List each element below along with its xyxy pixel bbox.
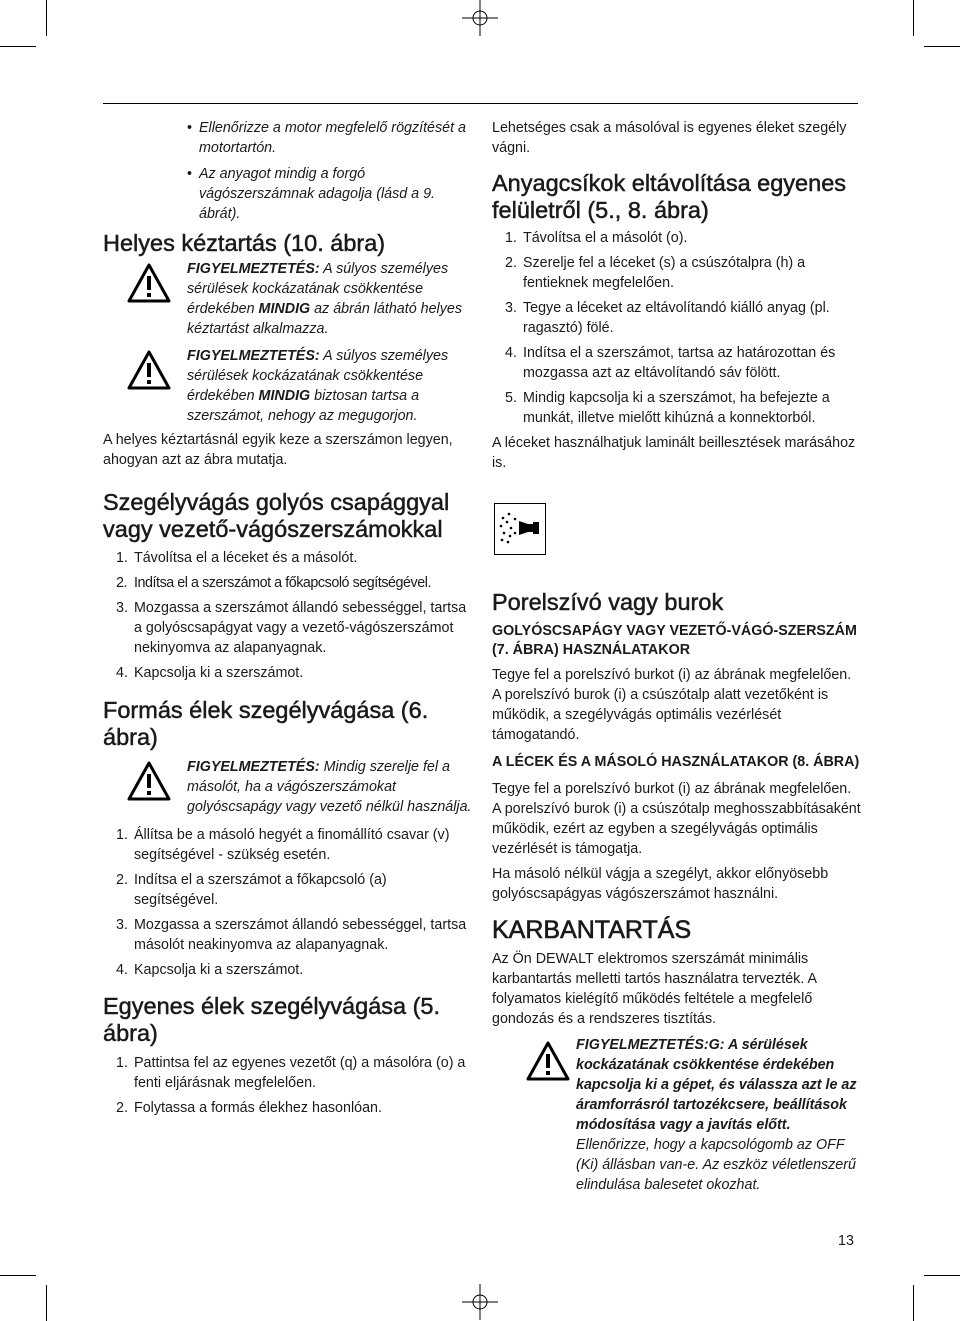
registration-mark [462, 0, 498, 40]
warning-block [103, 757, 473, 817]
subheading: GOLYÓSCSAPÁGY VAGY VEZETŐ-VÁGÓ-SZERSZÁM (7. ÁBRA) HASZNÁLATAKOR [492, 623, 857, 658]
header-rule [103, 103, 858, 104]
step-item: 3. Tegye a léceket az eltávolítandó kiálló anyag (pl. ragasztó) fölé. [505, 300, 830, 336]
warning-triangle-icon [127, 761, 171, 801]
section-heading-strip-removal: Anyagcsíkok eltávolítása egyenes felületről (5., 8. ábra) [492, 170, 847, 223]
warning-block [492, 1035, 862, 1195]
step-item: 1. Távolítsa el a másolót (o). [505, 230, 688, 246]
step-item: 3. Mozgassa a szerszámot állandó sebességgel, tartsa a golyóscsapágyat vagy a vezető-vágószerszámot nekinyomva az alapanyagnak. [116, 600, 467, 656]
left-column [103, 118, 473, 1123]
step-list [103, 825, 473, 980]
crop-mark [46, 0, 47, 36]
section-heading-straight-edges: Egyenes élek szegélyvágása (5. ábra) [103, 993, 441, 1046]
bullet-item: • Az anyagot mindig a forgó vágószerszámnak adagolja (lásd a 9. ábrát). [187, 164, 473, 224]
crop-mark [913, 1285, 914, 1321]
warning-triangle-icon [127, 350, 171, 390]
paragraph: A helyes kéztartásnál egyik keze a szerszámon legyen, ahogyan azt az ábra mutatja. [103, 432, 453, 468]
step-item: 1. Pattintsa fel az egyenes vezetőt (q) a másolóra (o) a fenti eljárásnak megfelelően. [116, 1055, 466, 1091]
paragraph: Tegye fel a porelszívó burkot (i) az ábrának megfelelően. A porelszívó burok (i) a csúszótalp alatt vezetőként is működik, a szegélyvágás optimális vezérlését támogatandó. [492, 667, 852, 743]
step-item: 2. Folytassa a formás élekhez hasonlóan. [116, 1100, 382, 1116]
paragraph: Lehetséges csak a másolóval is egyenes éleket szegély vágni. [492, 120, 847, 156]
paragraph: Tegye fel a porelszívó burkot (i) az ábrának megfelelően. A porelszívó burok (i) a csúszótalp meghosszabbításaként működik, ezért az egyben a szegélyvágás optimális vezérlését is támogatja. [492, 781, 861, 857]
step-list [103, 548, 473, 683]
page-number: 13 [838, 1233, 854, 1249]
step-item: 2. Szerelje fel a léceket (s) a csúszótalpra (h) a fentieknek megfelelően. [505, 255, 806, 291]
step-item: 4. Kapcsolja ki a szerszámot. [116, 665, 304, 681]
warning-block [103, 346, 473, 426]
section-heading-edge-trimming: Szegélyvágás golyós csapággyal vagy vezető-vágószerszámokkal [103, 489, 450, 542]
paragraph: Az Ön DEWALT elektromos szerszámát minimális karbantartás melletti tartós használatra tervezték. A folyamatos kielégítő működés feltétele a megfelelő gondozás és a rendszeres tisztítás. [492, 951, 817, 1027]
crop-mark [924, 46, 960, 47]
warning-text: FIGYELMEZTETÉS: A súlyos személyes sérülések kockázatának csökkentése érdekében MINDIG biztosan tartsa a szerszámot, nehogy az megugorjon. [187, 348, 449, 424]
crop-mark [0, 46, 36, 47]
step-item: 3. Mozgassa a szerszámot állandó sebességgel, tartsa másolót neakinyomva az alapanyagnak. [116, 917, 467, 953]
crop-mark [46, 1285, 47, 1321]
step-item: 2. Indítsa el a szerszámot a főkapcsoló segítségével. [116, 575, 431, 591]
registration-mark [462, 1284, 498, 1321]
warning-triangle-icon [127, 263, 171, 303]
right-column [492, 118, 862, 1197]
step-item: 4. Kapcsolja ki a szerszámot. [116, 962, 304, 978]
warning-triangle-icon [526, 1041, 570, 1081]
crop-mark [913, 0, 914, 36]
section-heading-shaped-edges: Formás élek szegélyvágása (6. ábra) [103, 697, 429, 750]
bullet-list [187, 118, 473, 224]
dust-extraction-icon [494, 503, 546, 555]
section-heading-hand-position: Helyes kéztartás (10. ábra) [103, 230, 386, 256]
step-item: 4. Indítsa el a szerszámot, tartsa az határozottan és mozgassa azt az eltávolítandó sáv fölött. [505, 345, 836, 381]
step-item: 2. Indítsa el a szerszámot a főkapcsoló (a) segítségével. [116, 872, 387, 908]
paragraph: Ha másoló nélkül vágja a szegélyt, akkor előnyösebb golyóscsapágyas vágószerszámot használni. [492, 866, 829, 902]
section-heading-dust-extraction: Porelszívó vagy burok [492, 589, 724, 615]
section-heading-maintenance: KARBANTARTÁS [492, 916, 692, 944]
step-list [103, 1053, 473, 1118]
subheading: A LÉCEK ÉS A MÁSOLÓ HASZNÁLATAKOR (8. ÁBRA) [492, 754, 860, 770]
step-item: 1. Távolítsa el a léceket és a másolót. [116, 550, 358, 566]
step-item: 1. Állítsa be a másoló hegyét a finomállító csavar (v) segítségével - szükség esetén. [116, 827, 450, 863]
warning-text: FIGYELMEZTETÉS:G: A sérülések kockázatának csökkentése érdekében kapcsolja ki a gépet, és válassza azt le az áramforrásról tartozékcsere, beállítások módosítása vagy a javítás előtt. Ellenőrizze, hogy a kapcsológomb az OFF (Ki) állásban van-e. Az eszköz véletlenszerű elindulása balesetet okozhat. [576, 1037, 857, 1193]
warning-block [103, 259, 473, 339]
crop-mark [924, 1275, 960, 1276]
paragraph: A léceket használhatjuk laminált beillesztések marásához is. [492, 435, 856, 471]
step-item: 5. Mindig kapcsolja ki a szerszámot, ha befejezte a munkát, illetve mielőtt kihúzná a konnektorból. [505, 390, 830, 426]
crop-mark [0, 1275, 36, 1276]
bullet-item: • Ellenőrizze a motor megfelelő rögzítését a motortartón. [187, 118, 473, 158]
warning-text: FIGYELMEZTETÉS: A súlyos személyes sérülések kockázatának csökkentése érdekében MINDIG az ábrán látható helyes kéztartást alkalmazza. [187, 261, 462, 337]
warning-text: FIGYELMEZTETÉS: Mindig szerelje fel a másolót, ha a vágószerszámokat golyóscsapágy vagy vezető nélkül használja. [187, 759, 472, 815]
step-list [492, 228, 862, 428]
